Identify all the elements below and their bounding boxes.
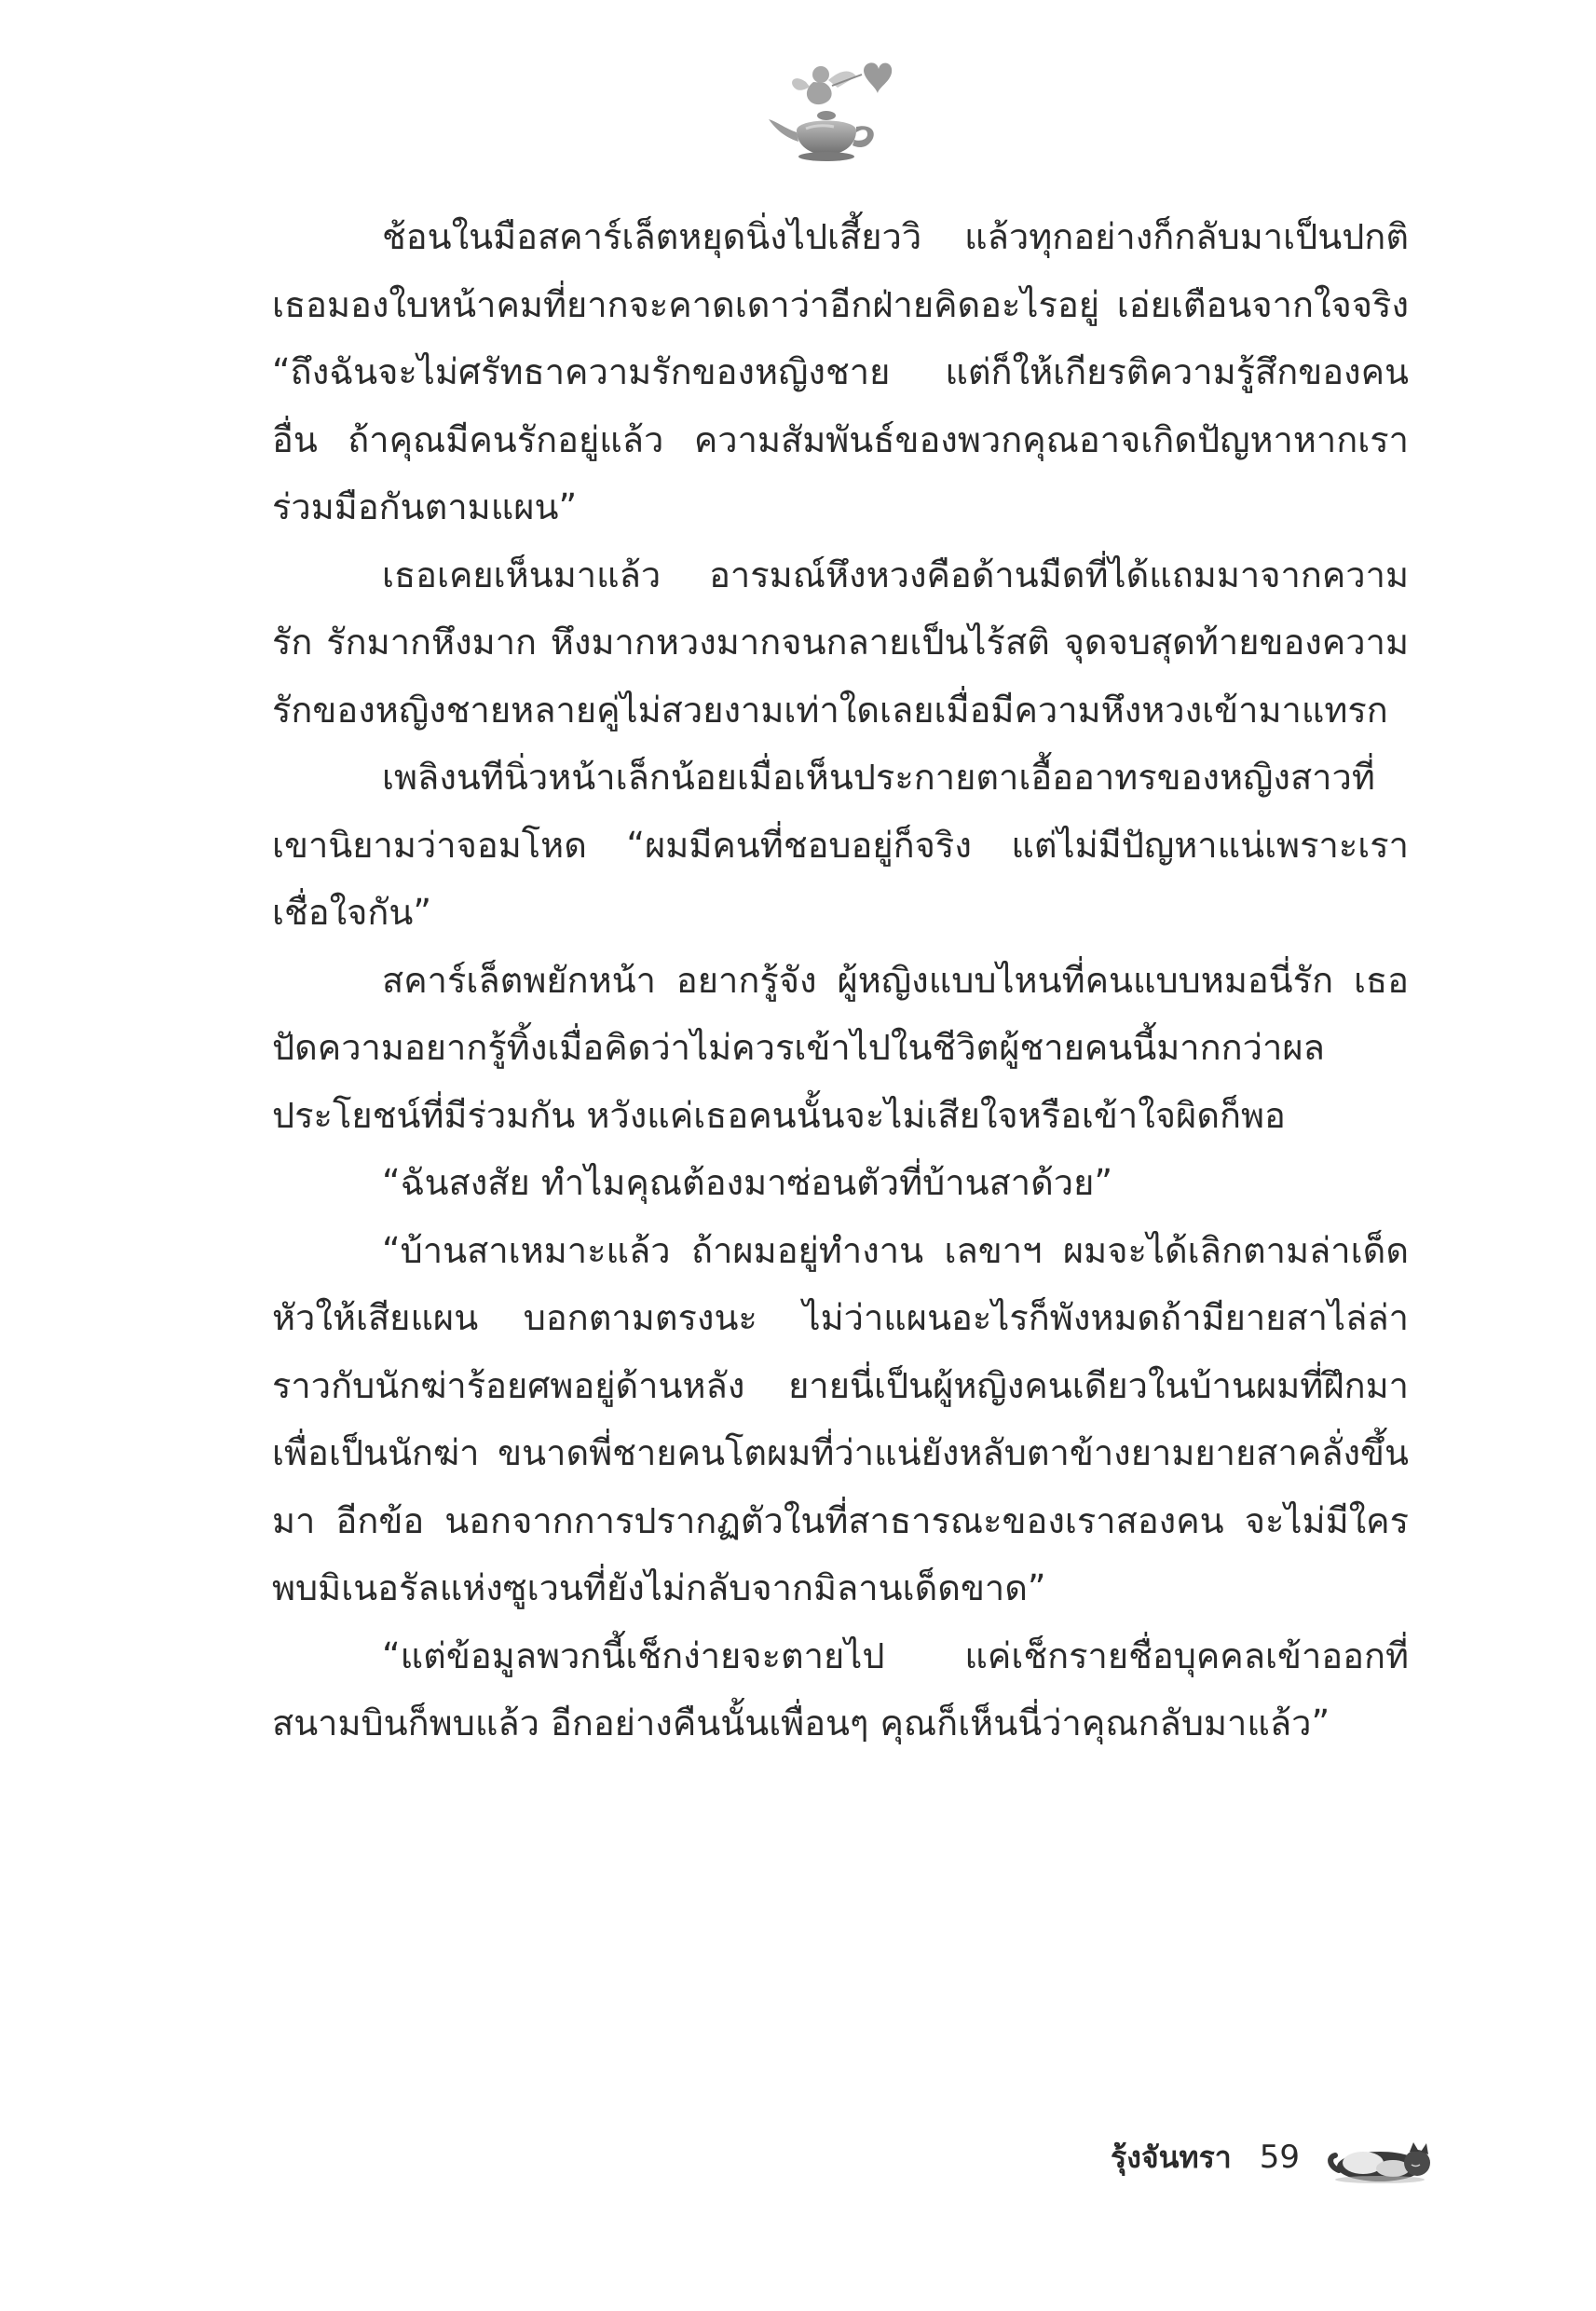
paragraph-4: สคาร์เล็ตพยักหน้า อยากรู้จัง ผู้หญิงแบบไหนที่คนแบบหมอนี่รัก เธอปัดความอยากรู้ทิ้งเมื่อคิดว่าไม่ควรเข้าไปในชีวิตผู้ชายคนนี้มากกว่าผลประโยชน์ที่มีร่วมกัน หวังแค่เธอคนนั้นจะไม่เสียใจหรือเข้าใจผิดก็พอ <box>272 959 1409 1136</box>
page-number: 59 <box>1259 2139 1300 2176</box>
paragraph-7: “แต่ข้อมูลพวกนี้เช็กง่ายจะตายไป แค่เช็กรายชื่อบุคคลเข้าออกที่สนามบินก็พบแล้ว อีกอย่างคืนนั้นเพื่อนๆ คุณก็เห็นนี่ว่าคุณกลับมาแล้ว” <box>272 1634 1409 1744</box>
paragraph-1: ช้อนในมือสคาร์เล็ตหยุดนิ่งไปเสี้ยววิ แล้วทุกอย่างก็กลับมาเป็นปกติ เธอมองใบหน้าคมที่ยากจะคาดเดาว่าอีกฝ่ายคิดอะไรอยู่ เอ่ยเตือนจากใจจริง “ถึงฉันจะไม่ศรัทธาความรักของหญิงชาย แต่ก็ให้เกียรติความรู้สึกของคนอื่น ถ้าคุณมีคนรักอยู่แล้ว ความสัมพันธ์ของพวกคุณอาจเกิดปัญหาหากเราร่วมมือกันตามแผน” <box>272 216 1409 527</box>
cupid-teapot-ornament-icon <box>759 54 899 171</box>
sleeping-cat-icon <box>1326 2129 1436 2185</box>
paragraph-3: เพลิงนทีนิ่วหน้าเล็กน้อยเมื่อเห็นประกายตาเอื้ออาทรของหญิงสาวที่เขานิยามว่าจอมโหด “ผมมีคนที่ชอบอยู่ก็จริง แต่ไม่มีปัญหาแน่เพราะเราเชื่อใจกัน” <box>272 757 1409 933</box>
body-text <box>272 203 1409 1757</box>
page-footer <box>1111 2129 1436 2185</box>
paragraph-5: “ฉันสงสัย ทำไมคุณต้องมาซ่อนตัวที่บ้านสาด้วย” <box>382 1162 1113 1203</box>
paragraph-2: เธอเคยเห็นมาแล้ว อารมณ์หึงหวงคือด้านมืดที่ได้แถมมาจากความรัก รักมากหึงมาก หึงมากหวงมากจนกลายเป็นไร้สติ จุดจบสุดท้ายของความรักของหญิงชายหลายคู่ไม่สวยงามเท่าใดเลยเมื่อมีความหึงหวงเข้ามาแทรก <box>272 554 1409 731</box>
book-title: รุ้งจันทรา <box>1111 2139 1232 2175</box>
header-ornament <box>759 54 899 171</box>
paragraph-6: “บ้านสาเหมาะแล้ว ถ้าผมอยู่ทำงาน เลขาฯ ผมจะได้เลิกตามล่าเด็ดหัวให้เสียแผน บอกตามตรงนะ ไม่ว่าแผนอะไรก็พังหมดถ้ามียายสาไล่ล่าราวกับนักฆ่าร้อยศพอยู่ด้านหลัง ยายนี่เป็นผู้หญิงคนเดียวในบ้านผมที่ฝึกมาเพื่อเป็นนักฆ่า ขนาดพี่ชายคนโตผมที่ว่าแน่ยังหลับตาข้างยามยายสาคลั่งขึ้นมา อีกข้อ นอกจากการปรากฏตัวในที่สาธารณะของเราสองคน จะไม่มีใครพบมิเนอรัลแห่งซูเวนที่ยังไม่กลับจากมิลานเด็ดขาด” <box>272 1229 1409 1608</box>
